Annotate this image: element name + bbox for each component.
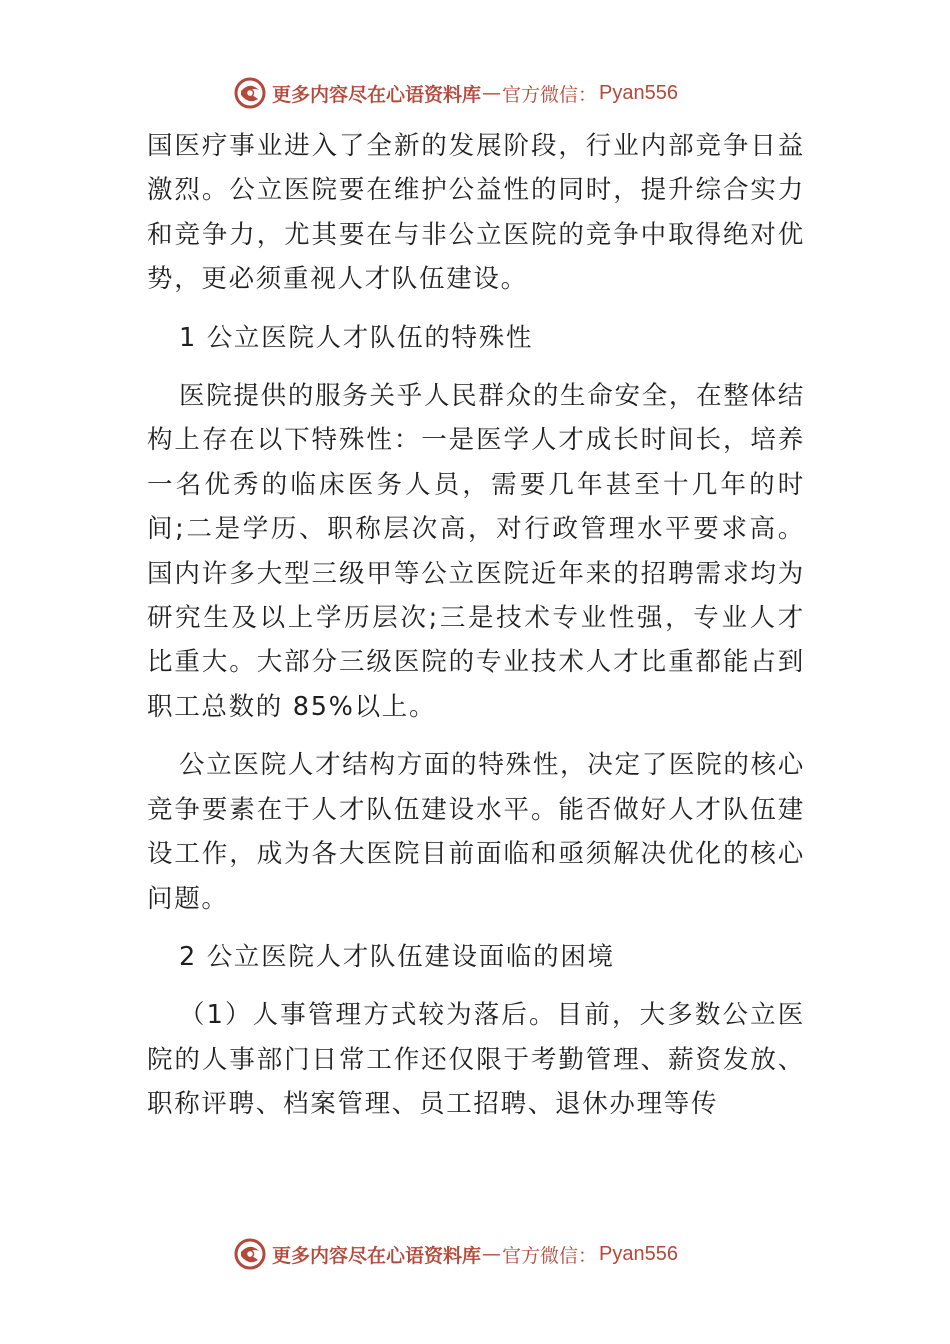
- paragraph-specialty: 医院提供的服务关乎人民群众的生命安全，在整体结构上存在以下特殊性：一是医学人才成长时间长，培养一名优秀的临床医务人员，需要几年甚至十几年的时间;二是学历、职称层次高，对行政管理水平要求高。国内许多大型三级甲等公立医院近年来的招聘需求均为研究生及以上学历层次;三是技术专业性强，专业人才比重大。大部分三级医院的专业技术人才比重都能占到职工总数的 85%以上。: [147, 381, 805, 722]
- section-heading-1: 1 公立医院人才队伍的特殊性: [179, 322, 534, 353]
- paragraph-hr-management: （1）人事管理方式较为落后。目前，大多数公立医院的人事部门日常工作还仅限于考勤管理、薪资发放、职称评聘、档案管理、员工招聘、退休办理等传: [147, 1000, 805, 1120]
- footer-wechat-label: 官方微信：: [502, 1244, 598, 1267]
- header-wechat-id: Pyan556: [599, 81, 678, 104]
- document-body: [147, 124, 805, 1127]
- footer-banner-dash: —: [482, 1243, 502, 1265]
- footer-banner: [232, 1234, 678, 1274]
- paragraph-core-competition: 公立医院人才结构方面的特殊性，决定了医院的核心竞争要素在于人才队伍建设水平。能否做好人才队伍建设工作，成为各大医院目前面临和亟须解决优化的核心问题。: [147, 750, 805, 914]
- logo-icon: [232, 1236, 268, 1272]
- header-banner: [232, 73, 678, 113]
- logo-icon: [232, 75, 268, 111]
- header-banner-text: 更多内容尽在心语资料库: [272, 83, 482, 106]
- paragraph-intro: 国医疗事业进入了全新的发展阶段，行业内部竞争日益激烈。公立医院要在维护公益性的同时，提升综合实力和竞争力，尤其要在与非公立医院的竞争中取得绝对优势，更必须重视人才队伍建设。: [147, 131, 805, 295]
- footer-banner-text: 更多内容尽在心语资料库: [272, 1244, 482, 1267]
- header-banner-dash: —: [482, 82, 502, 104]
- section-heading-2: 2 公立医院人才队伍建设面临的困境: [179, 941, 615, 972]
- footer-wechat-id: Pyan556: [599, 1242, 678, 1265]
- header-wechat-label: 官方微信：: [502, 83, 598, 106]
